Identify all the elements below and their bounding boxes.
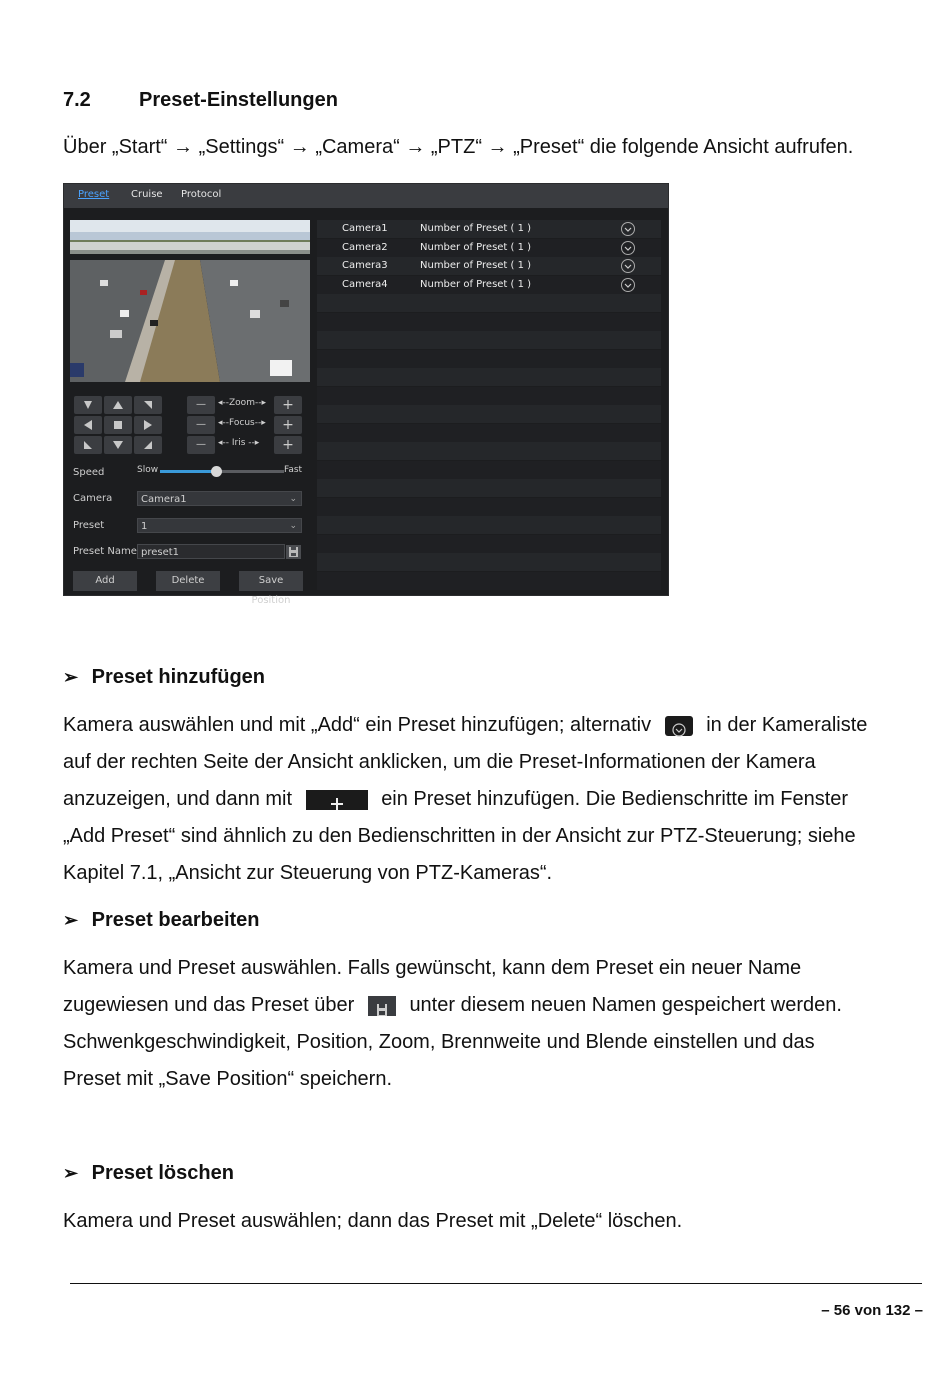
ptz-up-button[interactable] [104,396,132,414]
camera-name: Camera2 [342,241,388,253]
arrow-right-icon: → [289,136,310,158]
bullet-arrow-icon: ➢ [63,1163,79,1183]
preset-count: Number of Preset ( 1 ) [420,241,532,253]
add-icon [306,790,368,810]
arrow-right-icon: → [487,136,508,158]
expand-icon[interactable] [621,222,635,236]
bullet-paragraph [63,707,923,892]
section-heading [63,89,338,112]
intro-part: „Camera“ [315,136,400,158]
empty-list-row [317,535,661,553]
text-run: in der Kameraliste [706,714,868,736]
preset-count: Number of Preset ( 1 ) [420,278,532,290]
empty-list-row [317,572,661,590]
camera-label: Camera [73,493,113,504]
section-number: 7.2 [63,89,91,111]
paragraph-line: „Add Preset“ sind ähnlich zu den Bedienschritten in der Ansicht zur PTZ-Steuerung; siehe [63,825,856,847]
iris-label: ◂-- Iris --▸ [218,438,260,448]
bullet-arrow-icon: ➢ [63,910,79,930]
tab-protocol[interactable]: Protocol [181,189,222,200]
speed-slider-handle[interactable] [211,466,222,477]
focus-far-button[interactable]: + [274,416,302,434]
preset-name-label: Preset Name [73,546,137,557]
preset-count: Number of Preset ( 1 ) [420,260,532,271]
empty-list-row [317,498,661,516]
speed-label: Speed [73,467,105,478]
camera-preset-list [317,220,661,588]
empty-list-row [317,516,661,534]
camera-name: Camera4 [342,278,388,290]
empty-list-row [317,479,661,497]
bullet-title: Preset hinzufügen [91,666,266,688]
camera-list-row[interactable] [317,220,661,238]
empty-list-row [317,424,661,442]
speed-slow-label: Slow [137,465,159,475]
camera-live-view [70,220,310,382]
text-run: anzuzeigen, und dann mit [63,788,293,810]
speed-slider-track[interactable] [160,470,284,473]
iris-close-button[interactable]: — [187,436,215,454]
camera-list-row[interactable] [317,257,661,275]
text-run: ein Preset hinzufügen. Die Bedienschritte im Fenster [381,788,849,810]
ptz-stop-button[interactable] [104,416,132,434]
arrow-right-icon: → [173,136,194,158]
intro-part: „Preset“ die folgende Ansicht aufrufen. [513,136,854,158]
bullet-title: Preset bearbeiten [91,909,260,931]
ptz-down-right-button[interactable] [134,436,162,454]
expand-icon[interactable] [621,241,635,255]
arrow-right-icon: → [405,136,426,158]
ptz-up-right-button[interactable] [134,396,162,414]
camera-name: Camera3 [342,260,388,271]
text-run: zugewiesen und das Preset über [63,994,355,1016]
add-button[interactable]: Add [73,571,137,591]
bullet-arrow-icon: ➢ [63,667,79,687]
preset-name-input[interactable] [137,544,285,559]
empty-list-row [317,368,661,386]
chevron-down-icon: ⌄ [289,494,297,504]
paragraph-line: Schwenkgeschwindigkeit, Position, Zoom, Brennweite und Blende einstellen und das [63,1031,815,1053]
camera-list-row[interactable] [317,239,661,257]
footer-divider [70,1283,922,1284]
bullet-paragraph [63,950,923,1098]
expand-icon[interactable] [621,259,635,273]
preset-count: Number of Preset ( 1 ) [420,223,532,234]
empty-list-row [317,553,661,571]
text-run: Kamera auswählen und mit „Add“ ein Preset hinzufügen; alternativ [63,714,652,736]
speed-slider-fill [160,470,216,473]
expand-icon[interactable] [621,278,635,292]
save-icon[interactable] [286,545,301,559]
empty-list-row [317,442,661,460]
iris-open-button[interactable]: + [274,436,302,454]
focus-label: ◂--Focus--▸ [218,418,266,428]
bullet-paragraph [63,1203,923,1240]
empty-list-row [317,294,661,312]
bullet-heading [63,1162,234,1185]
chevron-down-icon: ⌄ [289,521,297,531]
paragraph-line [63,987,923,1024]
intro-text [63,136,853,159]
paragraph-line: Preset mit „Save Position“ speichern. [63,1068,393,1090]
expand-icon [665,716,693,736]
zoom-out-button[interactable]: — [187,396,215,414]
empty-list-row [317,387,661,405]
delete-button[interactable]: Delete [156,571,220,591]
paragraph-line [63,707,923,744]
tab-preset[interactable]: Preset [78,189,110,200]
camera-list-row[interactable] [317,276,661,294]
empty-list-row [317,405,661,423]
zoom-in-button[interactable]: + [274,396,302,414]
camera-select[interactable] [137,491,302,506]
section-title: Preset-Einstellungen [139,89,338,111]
intro-part: „Settings“ [198,136,285,158]
paragraph-line: Kamera und Preset auswählen. Falls gewünscht, kann dem Preset ein neuer Name [63,957,802,979]
empty-list-row [317,350,661,368]
speed-fast-label: Fast [284,465,303,475]
page-number: – 56 von 132 – [821,1302,923,1319]
save-icon [368,996,396,1016]
empty-list-row [317,313,661,331]
intro-part: „PTZ“ [430,136,482,158]
ptz-left-button[interactable] [74,416,102,434]
preset-select[interactable] [137,518,302,533]
paragraph-line: Kapitel 7.1, „Ansicht zur Steuerung von PTZ-Kameras“. [63,862,553,884]
camera-name: Camera1 [342,223,388,234]
tab-cruise[interactable]: Cruise [131,189,163,200]
bullet-title: Preset löschen [91,1162,234,1184]
ptz-right-button[interactable] [134,416,162,434]
bullet-heading [63,666,265,689]
focus-near-button[interactable]: — [187,416,215,434]
text-run: unter diesem neuen Namen gespeichert werden. [409,994,842,1016]
preset-name-value: preset1 [141,547,180,558]
preset-label: Preset [73,520,105,531]
ptz-down-button[interactable] [104,436,132,454]
save-position-button[interactable]: Save Position [239,571,303,591]
zoom-label: ◂--Zoom--▸ [218,398,266,408]
paragraph-line: Kamera und Preset auswählen; dann das Preset mit „Delete“ löschen. [63,1210,683,1232]
preset-select-value: 1 [141,521,148,532]
paragraph-line [63,781,923,818]
ptz-up-left-button[interactable] [74,396,102,414]
bullet-heading [63,909,260,932]
empty-list-row [317,461,661,479]
intro-part: Über „Start“ [63,136,168,158]
preset-settings-window [63,183,669,606]
ptz-down-left-button[interactable] [74,436,102,454]
camera-select-value: Camera1 [141,494,187,505]
paragraph-line: auf der rechten Seite der Ansicht anklicken, um die Preset-Informationen der Kamera [63,751,816,773]
empty-list-row [317,331,661,349]
tab-bar [64,184,668,208]
